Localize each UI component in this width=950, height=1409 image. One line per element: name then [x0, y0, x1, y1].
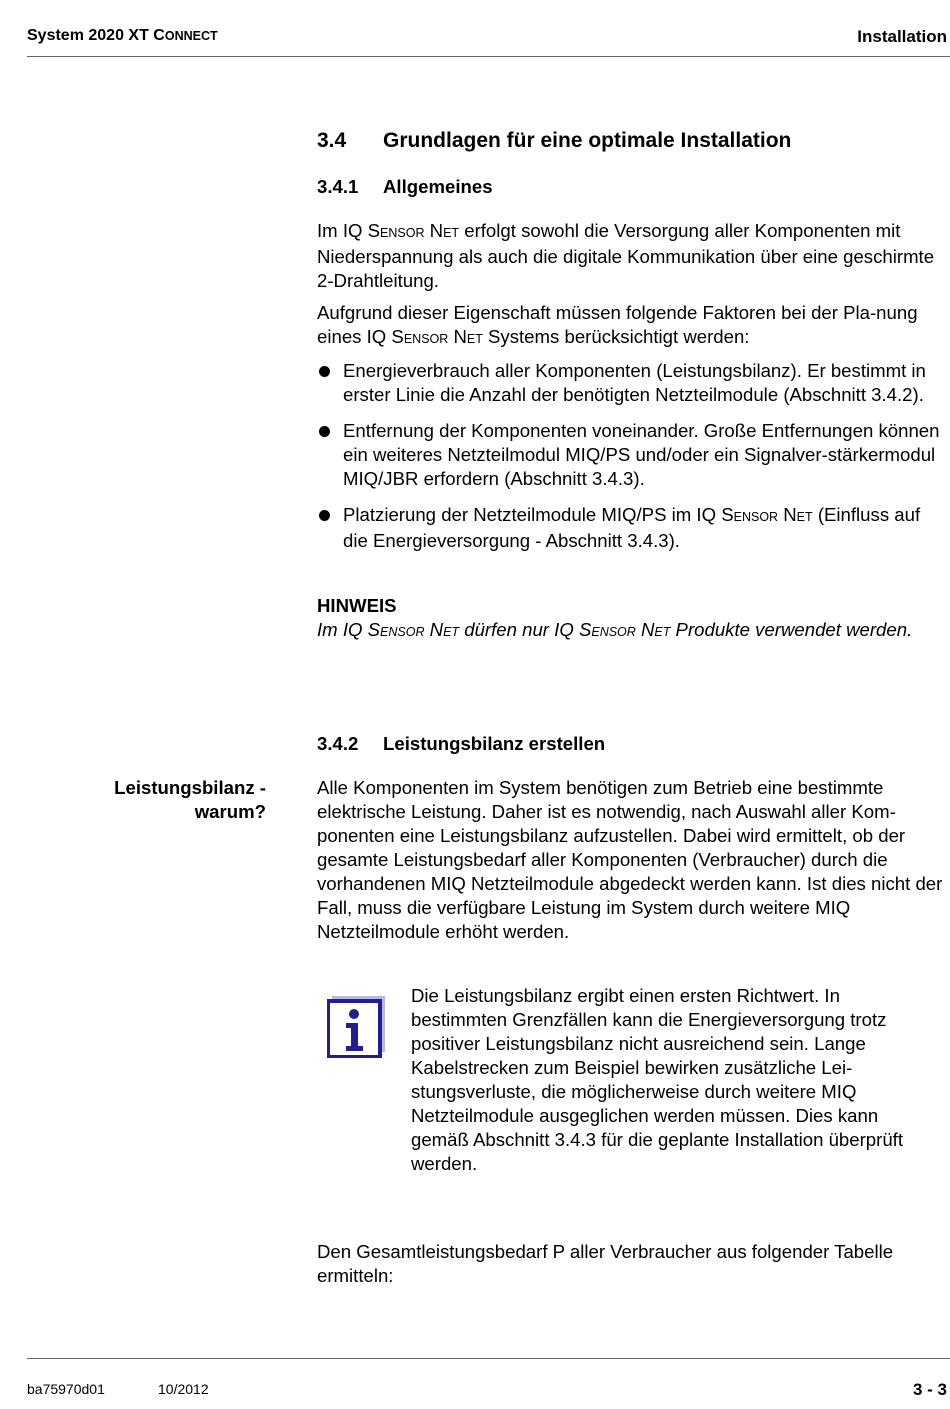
list-item: Entfernung der Komponenten voneinander. Große Entfernungen können ein weiteres Netzteilmodul MIQ/PS und/oder ein Signalver-stärkermodul MIQ/JBR erfordern (Abschnitt 3.4.3).: [317, 419, 947, 491]
margin-label: [114, 776, 266, 824]
header-rule: [27, 56, 950, 57]
footer-doc-id: ba75970d01: [27, 1381, 105, 1397]
paragraph-1: Im IQ SENSOR NET erfolgt sowohl die Versorgung aller Komponenten mit Niederspannung als auch die digitale Kommunikation über eine geschirmte 2-Drahtleitung.: [317, 220, 935, 291]
header-title-smallcaps: ONNECT: [164, 29, 218, 43]
list-item: Platzierung der Netzteilmodule MIQ/PS im IQ SENSOR NET (Einfluss auf die Energieversorgung - Abschnitt 3.4.3).: [317, 503, 947, 553]
info-text: Die Leistungsbilanz ergibt einen ersten Richtwert. In bestimmten Grenzfällen kann die Energieversorgung trotz positiver Leistungsbilanz nicht ausreichend sein. Lange Kabelstrecken zum Beispiel bewirken zusätzliche Lei-stungsverluste, die möglicherweise durch weitere MIQ Netzteilmodule ausgeglichen werden müssen. Dies kann gemäß Abschnitt 3.4.3 für die geplante Installation überprüft werden.: [411, 985, 904, 1174]
bullet-list: [317, 359, 947, 565]
bullet-dot-icon: [319, 366, 330, 377]
note-body: Im IQ SENSOR NET dürfen nur IQ SENSOR NET Produkte verwendet werden.: [317, 619, 913, 640]
page-number: 3 - 3: [912, 1380, 947, 1399]
bullet-dot-icon: [319, 510, 330, 521]
section-heading-3-4-1: [317, 176, 493, 198]
section-number: 3.4: [317, 129, 347, 152]
header-title: [27, 27, 218, 45]
bullet-dot-icon: [319, 426, 330, 437]
note-box: [317, 594, 947, 644]
section-heading-3-4: [317, 129, 791, 153]
footer-rule: [27, 1358, 950, 1359]
section-heading-3-4-2: [317, 733, 605, 755]
note-title: HINWEIS: [317, 595, 397, 616]
footer-date: 10/2012: [158, 1381, 209, 1397]
subsection-number: 3.4.2: [317, 733, 359, 754]
header-section: Installation: [857, 27, 947, 46]
paragraph-gesamtleistung: Den Gesamtleistungsbedarf P aller Verbraucher aus folgender Tabelle ermitteln:: [317, 1241, 894, 1286]
section-title: Grundlagen für eine optimale Installation: [383, 129, 792, 152]
paragraph-2: Aufgrund dieser Eigenschaft müssen folgende Faktoren bei der Pla-nung eines IQ SENSOR NET Systems berücksichtigt werden:: [317, 302, 918, 347]
paragraph-leistungsbilanz: Alle Komponenten im System benötigen zum Betrieb eine bestimmte elektrische Leistung. Daher ist es notwendig, nach Auswahl aller Kom-ponenten eine Leistungsbilanz aufzustellen. Dabei wird ermittelt, ob der gesamte Leistungsbedarf aller Komponenten (Verbraucher) durch die vorhandenen MIQ Netzteilmodule abgedeckt werden kann. Ist dies nicht der Fall, muss die verfügbare Leistung im System durch weitere MIQ Netzteilmodule erhöht werden.: [317, 777, 943, 942]
list-item: Energieverbrauch aller Komponenten (Leistungsbilanz). Er bestimmt in erster Linie die Anzahl der benötigten Netzteilmodule (Abschnitt 3.4.2).: [317, 359, 947, 407]
subsection-title: Allgemeines: [383, 176, 493, 197]
header-title-main: System 2020 XT C: [27, 27, 165, 44]
info-icon: [327, 996, 385, 1058]
margin-label-line: Leistungsbilanz -: [114, 777, 266, 798]
subsection-number: 3.4.1: [317, 176, 359, 197]
margin-label-line: warum?: [194, 801, 266, 822]
subsection-title: Leistungsbilanz erstellen: [383, 733, 606, 754]
